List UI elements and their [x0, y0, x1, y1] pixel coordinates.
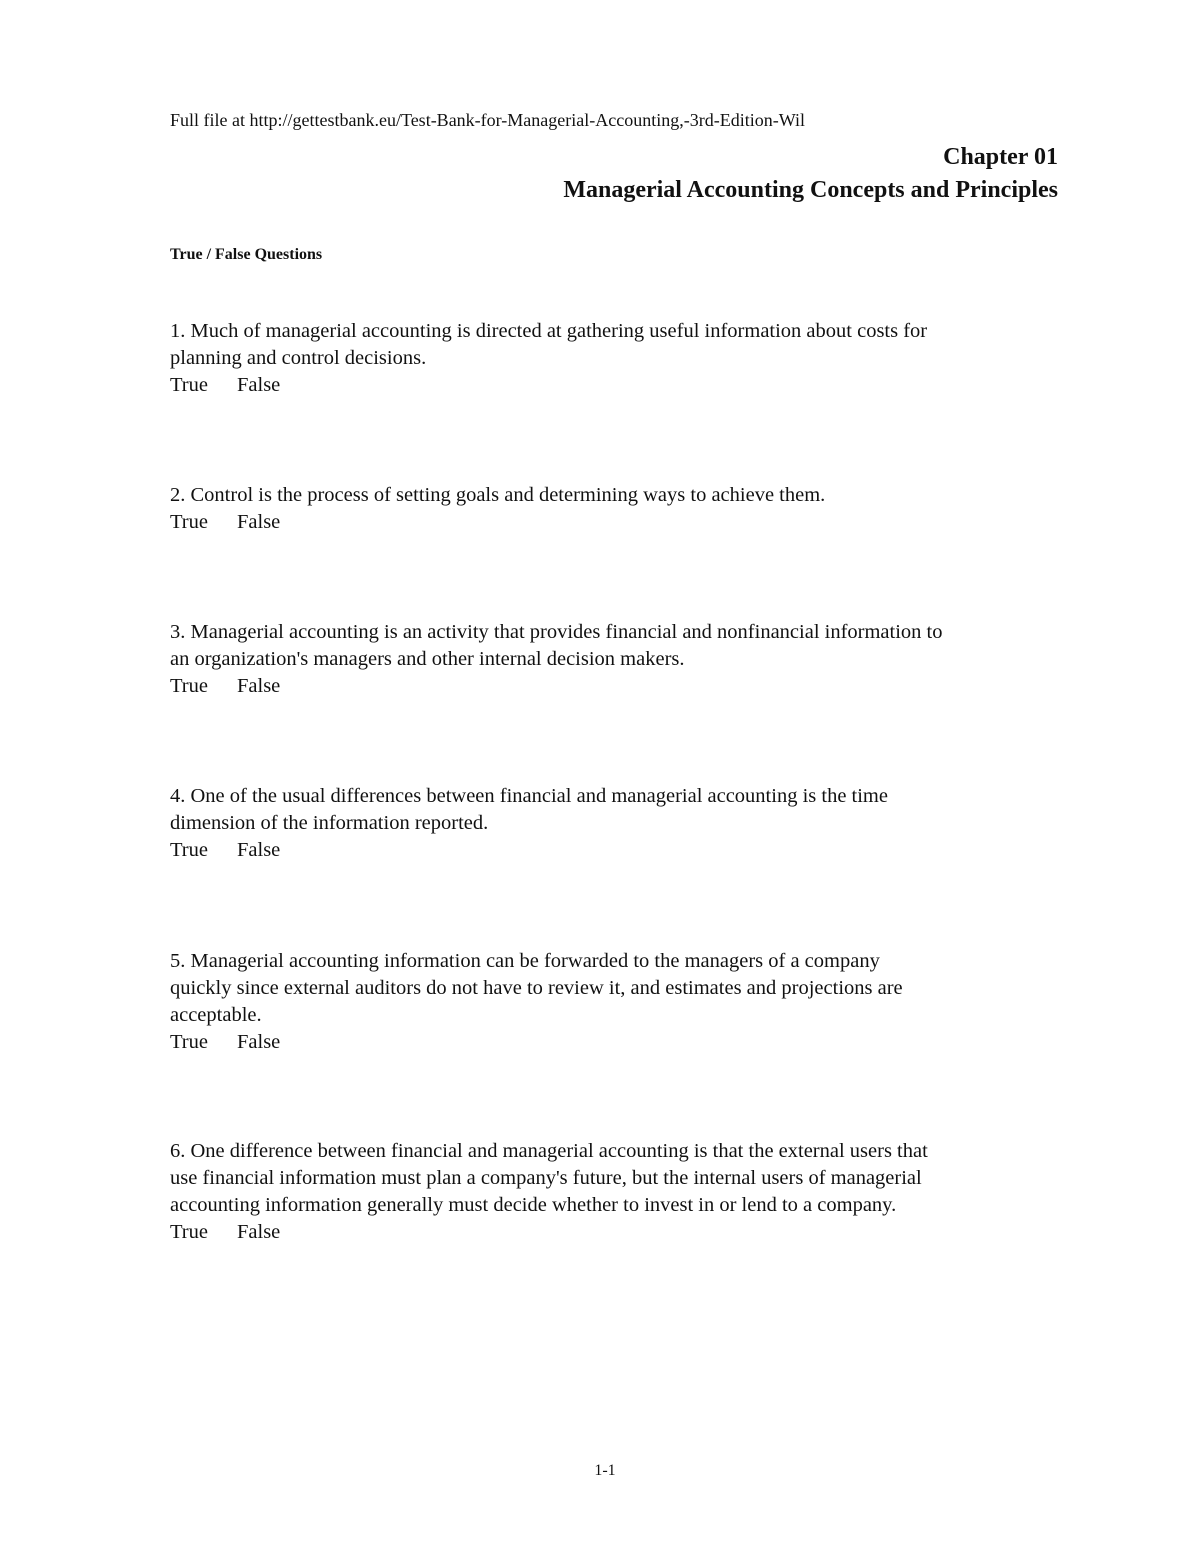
question-item: [170, 482, 1070, 536]
question-item: [170, 783, 1070, 864]
question-text: dimension of the information reported.: [170, 812, 489, 834]
question-text: acceptable.: [170, 1004, 262, 1026]
question-text: an organization's managers and other internal decision makers.: [170, 648, 685, 670]
option-false: False: [237, 675, 281, 697]
option-true: True: [170, 675, 208, 697]
true-false-options: [170, 1029, 1070, 1056]
option-true: True: [170, 511, 208, 533]
question-text: planning and control decisions.: [170, 347, 427, 369]
option-false: False: [237, 839, 281, 861]
question-text: 1. Much of managerial accounting is directed at gathering useful information about costs for: [170, 320, 928, 342]
question-text: use financial information must plan a company's future, but the internal users of managerial: [170, 1167, 922, 1189]
option-true: True: [170, 1031, 208, 1053]
chapter-heading: Chapter 01: [943, 144, 1058, 170]
section-heading: True / False Questions: [170, 246, 323, 263]
true-false-options: [170, 509, 1070, 536]
source-url-line: Full file at http://gettestbank.eu/Test-Bank-for-Managerial-Accounting,-3rd-Edition-Wil: [170, 110, 805, 130]
question-text: 5. Managerial accounting information can be forwarded to the managers of a company: [170, 950, 880, 972]
option-false: False: [237, 511, 281, 533]
option-true: True: [170, 839, 208, 861]
question-text: 2. Control is the process of setting goals and determining ways to achieve them.: [170, 484, 826, 506]
option-false: False: [237, 1221, 281, 1243]
question-text: accounting information generally must decide whether to invest in or lend to a company.: [170, 1194, 897, 1216]
true-false-options: [170, 1219, 1070, 1246]
question-item: [170, 1138, 1070, 1246]
option-true: True: [170, 374, 208, 396]
true-false-options: [170, 372, 1070, 399]
question-item: [170, 948, 1070, 1056]
page-title: Managerial Accounting Concepts and Principles: [563, 177, 1058, 203]
question-text: quickly since external auditors do not have to review it, and estimates and projections are: [170, 977, 903, 999]
page-number: 1-1: [594, 1462, 616, 1479]
question-item: [170, 619, 1070, 700]
question-text: 6. One difference between financial and managerial accounting is that the external users that: [170, 1140, 928, 1162]
true-false-options: [170, 837, 1070, 864]
question-text: 4. One of the usual differences between financial and managerial accounting is the time: [170, 785, 888, 807]
question-text: 3. Managerial accounting is an activity that provides financial and nonfinancial information to: [170, 621, 943, 643]
true-false-options: [170, 673, 1070, 700]
option-false: False: [237, 1031, 281, 1053]
option-true: True: [170, 1221, 208, 1243]
question-item: [170, 318, 1070, 399]
option-false: False: [237, 374, 281, 396]
